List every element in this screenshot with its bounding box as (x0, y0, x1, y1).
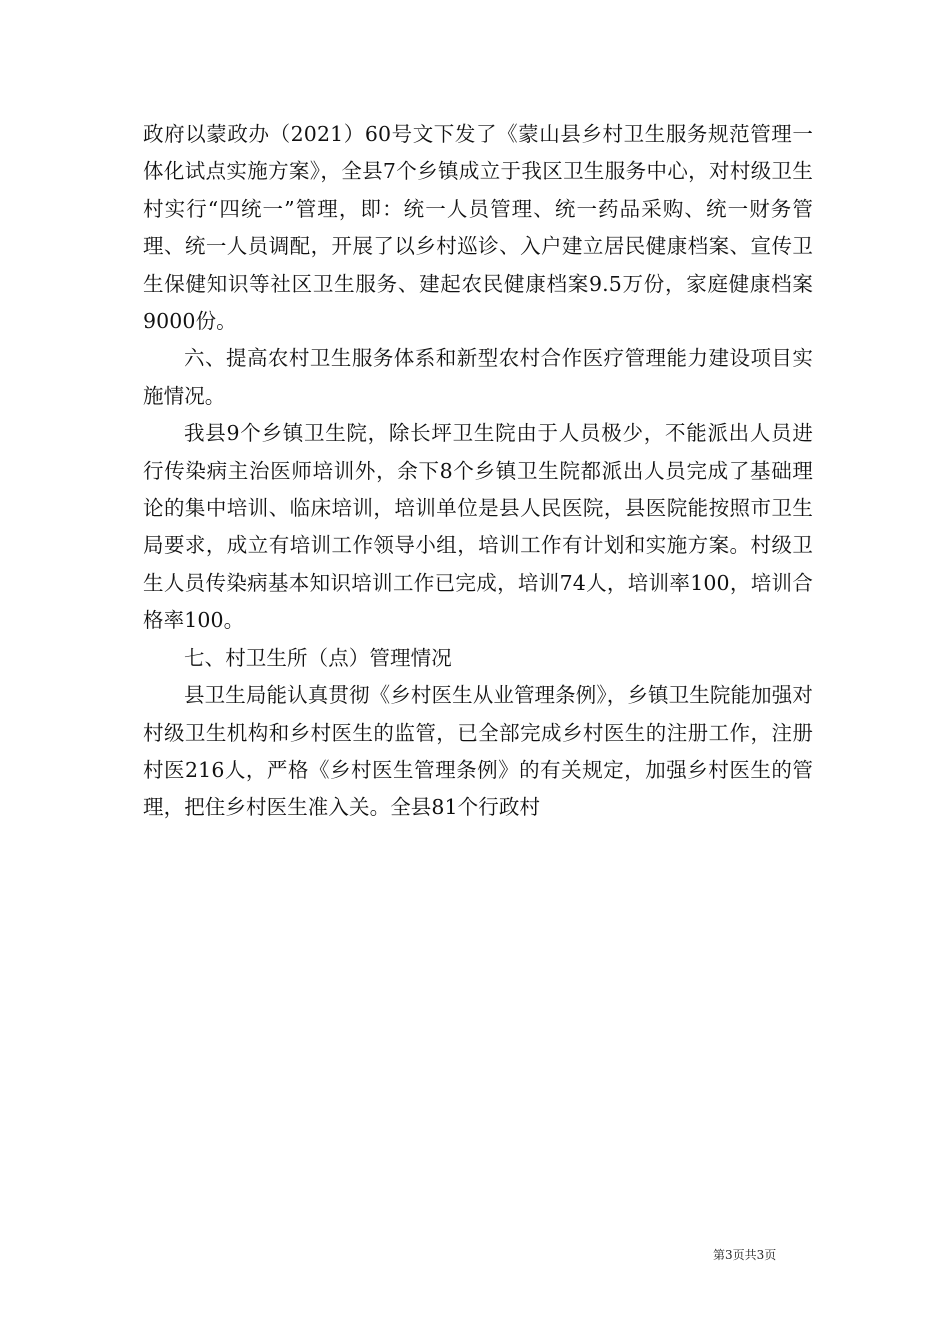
page-number-footer: 第3页共3页 (713, 1248, 777, 1262)
paragraph-1: 政府以蒙政办（2021）60号文下发了《蒙山县乡村卫生服务规范管理一体化试点实施方案》，全县7个乡镇成立于我区卫生服务中心，对村级卫生村实行“四统一”管理，即：统一人员管理、统一药品采购、统一财务管理、统一人员调配，开展了以乡村巡诊、入户建立居民健康档案、宣传卫生保健知识等社区卫生服务、建起农民健康档案9.5万份，家庭健康档案9000份。 (143, 122, 813, 334)
paragraph-5: 县卫生局能认真贯彻《乡村医生从业管理条例》，乡镇卫生院能加强对村级卫生机构和乡村医生的监管，已全部完成乡村医生的注册工作，注册村医216人，严格《乡村医生管理条例》的有关规定，加强乡村医生的管理，把住乡村医生准入关。全县81个行政村 (143, 683, 813, 820)
paragraph-2-section-heading: 六、提高农村卫生服务体系和新型农村合作医疗管理能力建设项目实施情况。 (143, 346, 813, 408)
paragraph-4-section-heading: 七、村卫生所（点）管理情况 (184, 645, 452, 670)
paragraph-3: 我县9个乡镇卫生院，除长坪卫生院由于人员极少，不能派出人员进行传染病主治医师培训外，余下8个乡镇卫生院都派出人员完成了基础理论的集中培训、临床培训，培训单位是县人民医院，县医院能按照市卫生局要求，成立有培训工作领导小组，培训工作有计划和实施方案。村级卫生人员传染病基本知识培训工作已完成，培训74人，培训率100，培训合格率100。 (143, 421, 813, 633)
document-body (143, 116, 813, 827)
